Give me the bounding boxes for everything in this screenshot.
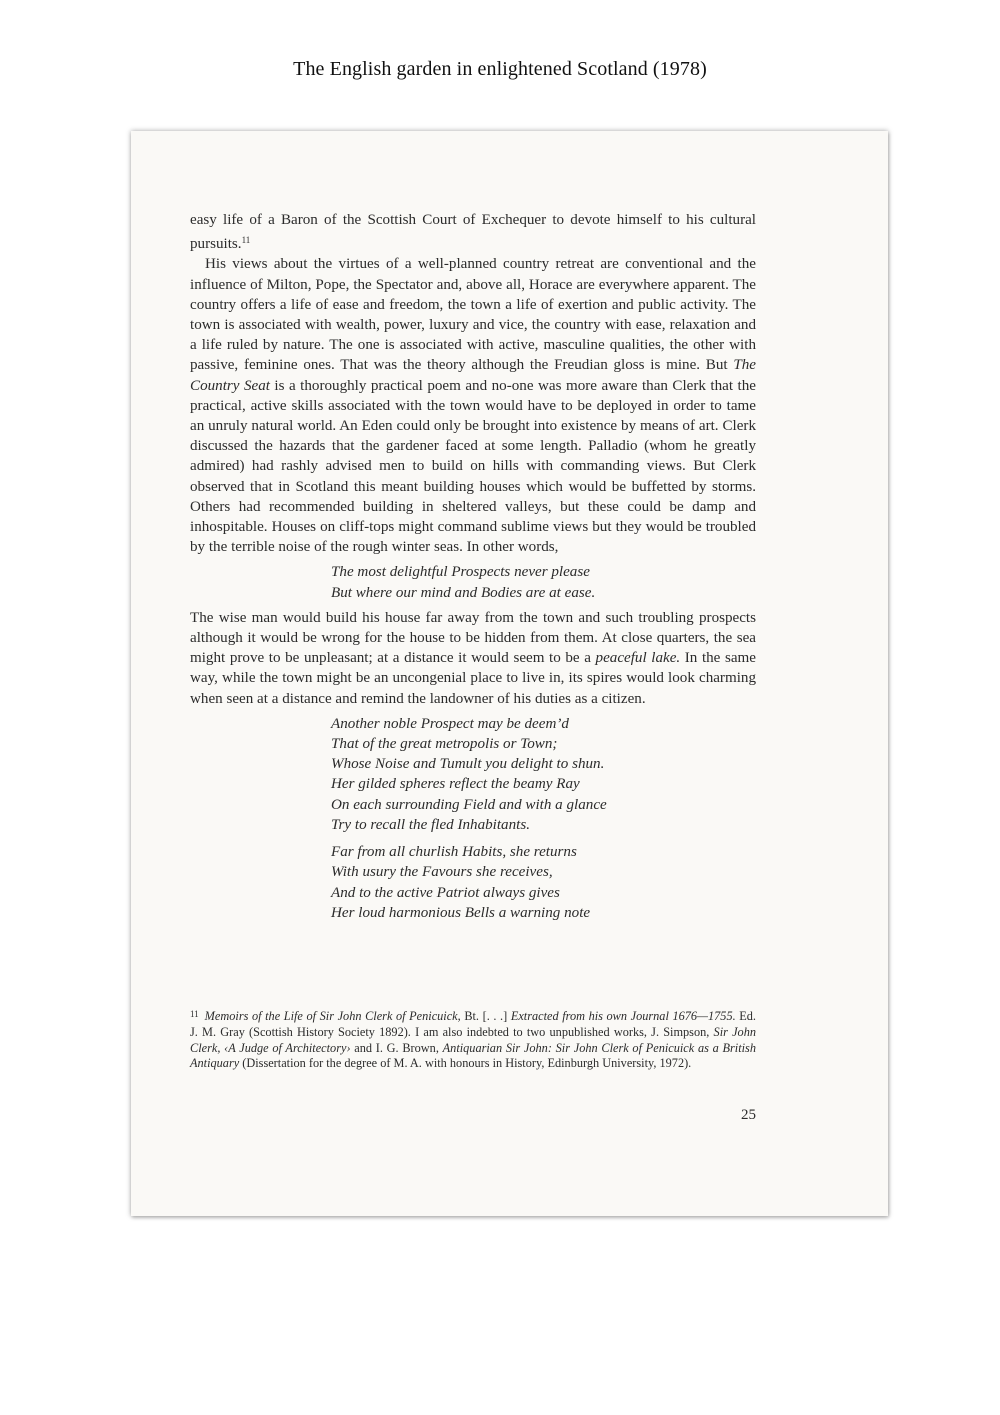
paragraph-3-part2: In the same way, while the town might be an uncongenial place to live in, its spires would look charming when seen at a distance and remind the landowner of his duties as a citizen. — [190, 650, 756, 707]
verse-line: Another noble Prospect may be deem’d — [331, 715, 569, 732]
verse-line: Her gilded spheres reflect the beamy Ray — [331, 776, 580, 793]
paragraph-3-italic: peaceful lake. — [595, 650, 681, 667]
footnote — [190, 1007, 756, 1072]
paragraph-3 — [190, 608, 756, 709]
paragraph-2-part1: His views about the virtues of a well-planned country retreat are conventional and the influence of Milton, Pope, the Spectator and, above all, Horace are everywhere apparent. The country offers a life of ease and freedom, the town a life of exertion and public activity. The town is associated with wealth, power, luxury and vice, the country with ease, relaxation and a life ruled by nature. The one is associated with active, masculine qualities, the other with passive, feminine ones. That was the theory although the Freudian gloss is mine. But — [190, 256, 756, 374]
verse-quote-3 — [331, 842, 756, 923]
footnote-brown-title: Antiquarian Sir John: Sir John Clerk of Penicuick as a British Antiquary — [190, 1040, 756, 1071]
verse-line: Her loud harmonious Bells a warning note — [331, 904, 591, 921]
footnote-text-1: Bt. [. . .] — [460, 1009, 511, 1023]
verse-quote-1 — [331, 562, 756, 602]
verse-line: And to the active Patriot always gives — [331, 884, 560, 901]
verse-line: Whose Noise and Tumult you delight to shun. — [331, 756, 605, 773]
verse-line: Try to recall the fled Inhabitants. — [331, 816, 530, 833]
poem-title: The Country Seat — [190, 357, 756, 394]
body-text — [190, 210, 756, 928]
scanned-page — [131, 131, 888, 1216]
page-number: 25 — [741, 1107, 756, 1123]
footnote-text-2: Ed. J. M. Gray (Scottish History Society 1892). I am also indebted to two unpublished works, J. Simpson, — [190, 1009, 757, 1039]
verse-line: But where our mind and Bodies are at ease. — [331, 584, 596, 601]
footnote-extracted: Extracted from his own Journal 1676—1755. — [510, 1009, 736, 1023]
verse-line: With usury the Favours she receives, — [331, 864, 553, 881]
footnote-title: Memoirs of the Life of Sir John Clerk of Penicuick, — [204, 1009, 461, 1023]
paragraph-3-part1: The wise man would build his house far away from the town and such troubling prospects although it would be wrong for the house to be hidden from them. At close quarters, the sea might prove to be unpleasant; at a distance it would seem to be a — [190, 609, 756, 667]
paragraph-2 — [190, 254, 756, 557]
footnote-number: 11 — [190, 1009, 199, 1019]
paragraph-2-part2: is a thoroughly practical poem and no-one was more aware than Clerk that the practical, active skills associated with the town would have to be deployed in order to tame an unruly natural world. An Eden could only be brought into existence by means of art. Clerk discussed the hazards that the gardener faced at some length. Palladio (whom he greatly admired) had rashly advised men to build on hills with commanding views. But Clerk observed that in Scotland this meant building houses which would be buffetted by storms. Others had recommended building in sheltered valleys, but these could be damp and inhospitable. Houses on cliff-tops might command sublime views but they would be troubled by the terrible noise of the rough winter seas. In other words, — [190, 377, 756, 556]
verse-quote-2 — [331, 714, 756, 835]
paragraph-1 — [190, 210, 756, 254]
verse-line: That of the great metropolis or Town; — [331, 736, 558, 753]
footnote-text-3: and I. G. Brown, — [350, 1040, 443, 1055]
verse-line: On each surrounding Field and with a glance — [331, 796, 607, 813]
paragraph-1-text: easy life of a Baron of the Scottish Court of Exchequer to devote himself to his cultural pursuits. — [190, 212, 756, 253]
footnote-text-4: (Dissertation for the degree of M. A. with honours in History, Edinburgh University, 1972). — [239, 1056, 692, 1071]
document-title: The English garden in enlightened Scotland (1978) — [293, 58, 707, 80]
verse-line: Far from all churlish Habits, she returns — [331, 844, 577, 861]
footnote-simpson-title: Sir John Clerk, ‹A Judge of Architectory› — [190, 1024, 756, 1055]
verse-line: The most delightful Prospects never please — [331, 564, 590, 581]
footnote-reference: 11 — [241, 235, 251, 246]
